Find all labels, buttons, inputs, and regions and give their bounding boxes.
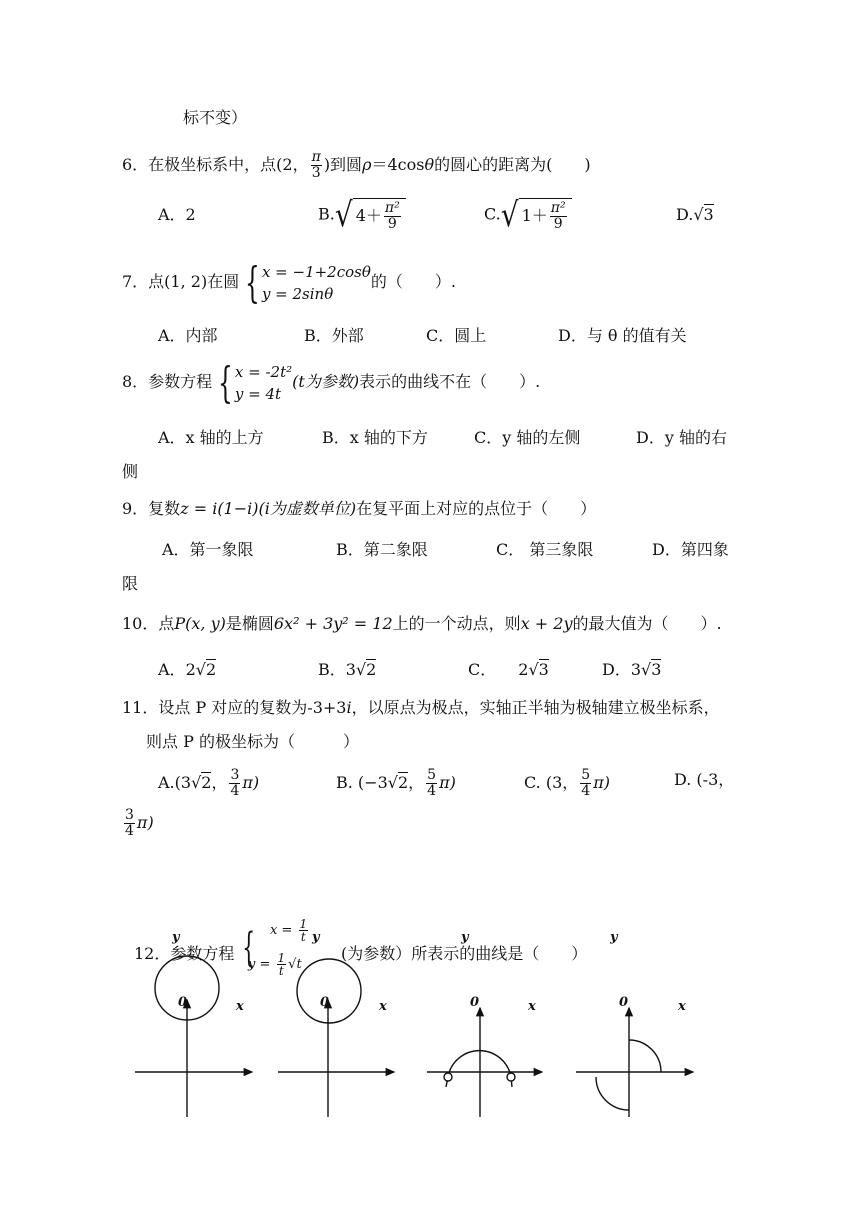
q9-option-c: C． 第三象限 bbox=[496, 540, 594, 559]
q12-x-eq: x = $\frac{1}{t}$ bbox=[270, 917, 308, 944]
q9-option-d-wrap: 限 bbox=[122, 574, 139, 593]
q11-option-d-wrap: $\frac{3}{4}$ π) bbox=[125, 807, 154, 839]
graph-c-y-label: y bbox=[461, 930, 469, 945]
q8-stem: 8．参数方程 { x = -2t² y = 4t (t为参数)表示的曲线不在（ ）. bbox=[122, 357, 541, 407]
graph-a bbox=[135, 956, 252, 1117]
graph-d-origin: 0 bbox=[619, 995, 629, 1010]
q11-option-c: C. (3， $\frac{5}{4}$ π) bbox=[524, 767, 610, 799]
q12-stem-prefix: 12．参数方程 bbox=[134, 944, 235, 963]
q11-option-b: B. (−3√2， $\frac{5}{4}$ π) bbox=[336, 767, 456, 799]
q6-option-b: B.√ 4＋ $\frac{\text{π²}}{9}$ bbox=[318, 198, 406, 232]
q12-stem-suffix: (为参数）所表示的曲线是（ ） bbox=[341, 944, 588, 963]
graph-c-x-label: x bbox=[528, 999, 536, 1014]
q7-option-c: C．圆上 bbox=[426, 326, 487, 345]
q10-option-c: C． 2√3 bbox=[468, 660, 549, 679]
q10-option-b: B．3√2 bbox=[318, 660, 377, 679]
q7-option-b: B．外部 bbox=[304, 326, 364, 345]
q6-fraction: $\frac{\pi}{3}$ bbox=[311, 149, 321, 181]
q12-brace: { bbox=[242, 925, 256, 971]
graph-b bbox=[278, 959, 394, 1117]
q8-option-c: C．y 轴的左侧 bbox=[474, 428, 581, 447]
q8-option-a: A．x 轴的上方 bbox=[158, 428, 264, 447]
q7-stem: 7．点(1, 2)在圆 { x = −1+2cosθ y = 2sinθ 的（ ）. bbox=[122, 257, 456, 307]
graph-c-origin: 0 bbox=[470, 995, 480, 1010]
q10-option-d: D．3√3 bbox=[602, 660, 662, 679]
q7-option-a: A．内部 bbox=[158, 326, 218, 345]
graph-c bbox=[427, 1008, 542, 1117]
graph-d-x-label: x bbox=[678, 999, 686, 1014]
graph-a-x-label: x bbox=[236, 999, 244, 1014]
graph-a-origin: 0 bbox=[178, 995, 188, 1010]
q8-option-b: B．x 轴的下方 bbox=[322, 428, 428, 447]
q9-stem: 9．复数z = i(1−i)(i为虚数单位)在复平面上对应的点位于（ ） bbox=[122, 499, 597, 518]
graph-d-y-label: y bbox=[610, 930, 618, 945]
q12-y-eq: y = $\frac{1}{t}$ √t bbox=[248, 951, 302, 978]
q11-option-a: A.(3√2， $\frac{3}{4}$ π) bbox=[158, 767, 260, 799]
q10-option-a: A．2√2 bbox=[158, 660, 217, 679]
q11-option-d: D. (-3， bbox=[674, 770, 735, 789]
q8-option-d-wrap: 侧 bbox=[122, 462, 139, 481]
q6-option-a: A．2 bbox=[158, 205, 196, 224]
q10-stem: 10．点P(x, y)是椭圆6x² + 3y² = 12上的一个动点，则x + 2y的最大值为（ ）. bbox=[122, 614, 722, 633]
q9-option-d: D．第四象 bbox=[652, 540, 729, 559]
q11-stem-line1: 11．设点 P 对应的复数为-3+3i，以原点为极点，实轴正半轴为极轴建立极坐标系， bbox=[122, 698, 720, 717]
q6-option-d: D.√3 bbox=[676, 205, 714, 224]
graph-b-y-label: y bbox=[312, 930, 320, 945]
q9-option-b: B．第二象限 bbox=[336, 540, 428, 559]
graph-b-x-label: x bbox=[379, 999, 387, 1014]
q9-option-a: A．第一象限 bbox=[162, 540, 254, 559]
graph-d bbox=[576, 1008, 693, 1117]
q6-stem: 6．在极坐标系中，点(2， $\frac{\pi}{3}$ )到圆ρ＝4cosθ的圆心的距离为( ) bbox=[122, 149, 591, 181]
q5-tail: 标不变） bbox=[183, 108, 248, 127]
q11-stem-line2: 则点 P 的极坐标为（ ） bbox=[146, 732, 359, 751]
q6-option-c: C.√ 1＋ $\frac{\text{π²}}{9}$ bbox=[484, 198, 572, 232]
q7-option-d: D．与 θ 的值有关 bbox=[558, 326, 687, 345]
q8-option-d: D．y 轴的右 bbox=[636, 428, 727, 447]
graph-b-origin: 0 bbox=[320, 995, 330, 1010]
graph-a-y-label: y bbox=[172, 930, 180, 945]
